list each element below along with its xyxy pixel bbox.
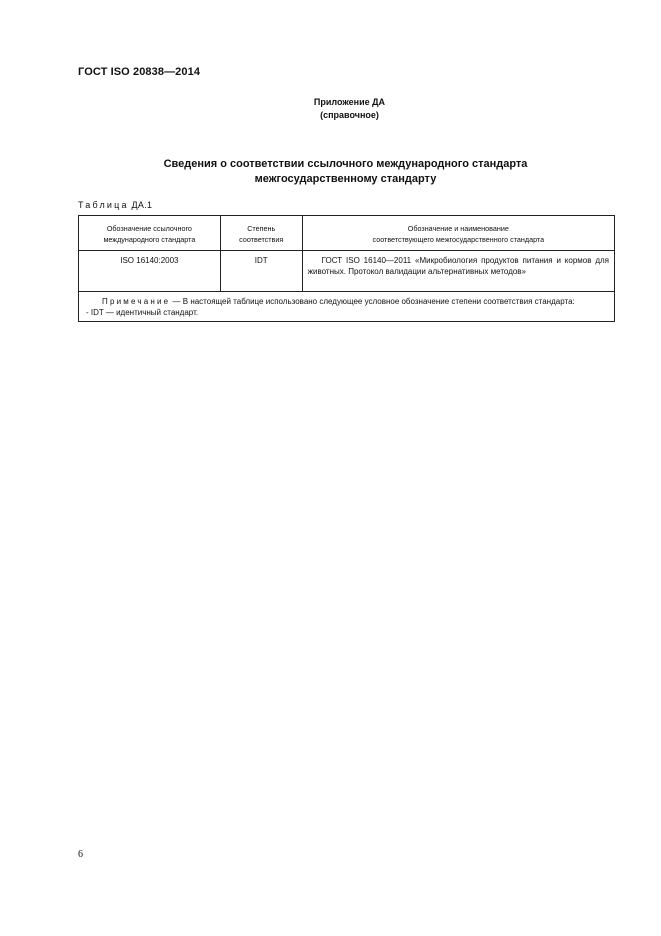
table-row xyxy=(79,251,615,292)
header-description: Обозначение и наименование соответствующего межгосударственного стандарта xyxy=(302,216,614,251)
section-title xyxy=(0,157,661,187)
annex-subtitle: (справочное) xyxy=(320,110,379,120)
note-legend: - IDT — идентичный стандарт. xyxy=(86,308,199,317)
section-title-line1: Сведения о соответствии ссылочного международного стандарта xyxy=(163,158,528,170)
document-code: ГОСТ ISO 20838—2014 xyxy=(78,66,201,78)
header-degree: Степень соответствия xyxy=(220,216,302,251)
cell-reference: ISO 16140:2003 xyxy=(79,251,221,292)
table-caption xyxy=(78,200,152,210)
section-title-line2: межгосударственному стандарту xyxy=(254,173,437,185)
header-reference: Обозначение ссылочного международного стандарта xyxy=(79,216,221,251)
correspondence-table xyxy=(78,215,615,322)
cell-description: ГОСТ ISO 16140—2011 «Микробиология продуктов питания и кормов для животных. Протокол валидации альтернативных методов» xyxy=(302,251,614,292)
table-note xyxy=(79,292,615,322)
note-text: — В настоящей таблице использовано следующее условное обозначение степени соответствия стандарта: xyxy=(170,297,575,306)
cell-degree: IDT xyxy=(220,251,302,292)
table-caption-word: Таблица xyxy=(78,200,129,210)
note-label: Примечание xyxy=(102,297,171,306)
page-number: 6 xyxy=(78,849,83,860)
annex-heading xyxy=(0,96,661,122)
table-header-row xyxy=(79,216,615,251)
table-note-row xyxy=(79,292,615,322)
annex-title: Приложение ДА xyxy=(313,97,386,107)
table-caption-id: ДА.1 xyxy=(131,200,153,210)
